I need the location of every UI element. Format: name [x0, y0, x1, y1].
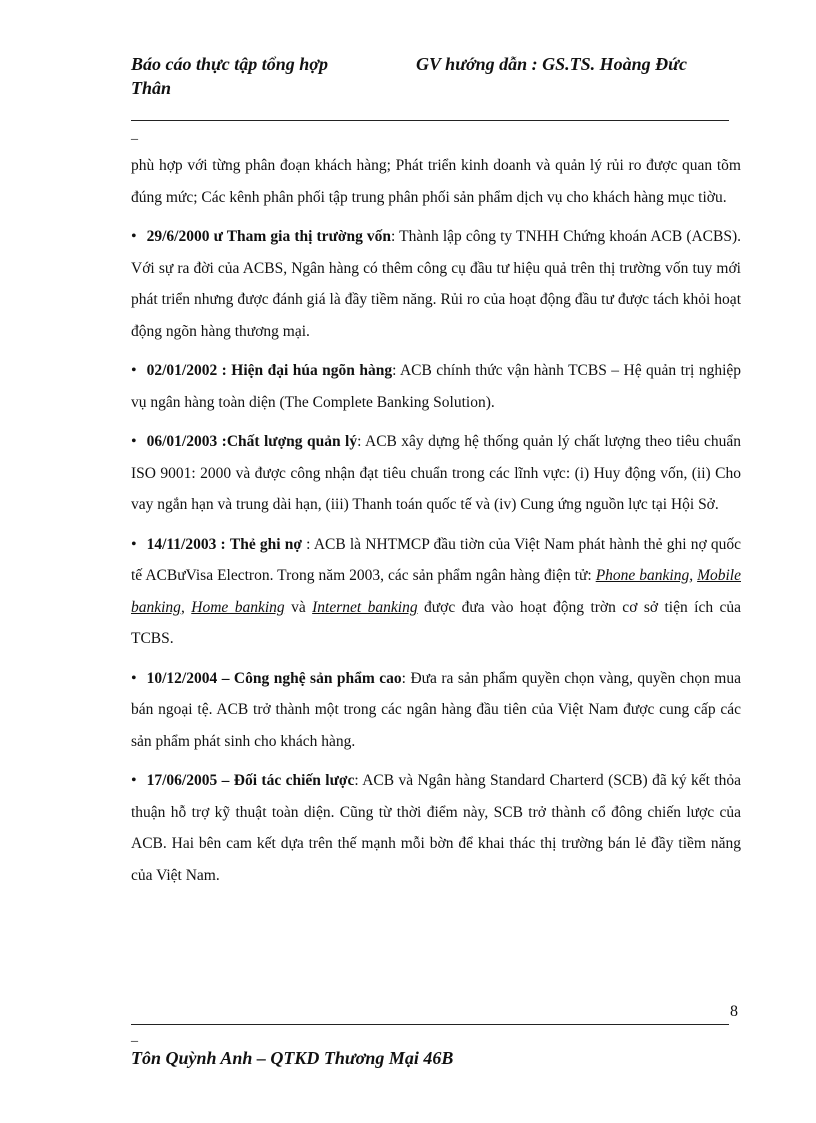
- list-item: [131, 663, 741, 758]
- item-date: 06/01/2003 :: [146, 433, 227, 450]
- list-item: • 14/11/2003 : Thẻ ghi nợ : ACB là NHTMCP đầu tiờn của Việt Nam phát hành thẻ ghi nợ quốc tế ACBưVisa Electron. Trong năm 2003, các sản phẩm ngân hàng điện tử: Phone banking, Mobile banking, Home banking và Internet banking được đưa vào hoạt động trờn cơ sở tiện ích của TCBS.: [131, 529, 741, 655]
- footer-rule: [131, 1024, 729, 1025]
- footer-rule-tail: _: [131, 1029, 138, 1044]
- intro-paragraph: phù hợp với từng phân đoạn khách hàng; Phát triển kinh doanh và quản lý rủi ro được quan tõm đúng mức; Các kênh phân phối tập trung phân phối sản phẩm dịch vụ cho khách hàng mục tiờu.: [131, 157, 741, 206]
- item-text: : Đưa ra sản phẩm quyền chọn vàng, quyền chọn mua bán ngoại tệ. ACB trở thành một trong các ngân hàng đầu tiên của Việt Nam được cung cấp các sản phẩm phát sinh cho khách hàng.: [131, 669, 741, 750]
- item-heading: Công nghệ sản phẩm cao: [233, 669, 402, 687]
- report-title: Báo cáo thực tập tổng hợp: [131, 54, 328, 74]
- item-date: 02/01/2002 :: [146, 362, 227, 379]
- page-number: 8: [730, 1003, 738, 1020]
- home-banking-link[interactable]: Home banking: [191, 598, 285, 616]
- item-heading: Thẻ ghi nợ: [229, 535, 302, 553]
- item-conjunction: và: [284, 598, 313, 616]
- item-date: 17/06/2005 –: [146, 772, 230, 789]
- list-item: [131, 765, 741, 891]
- item-text: : ACB xây dựng hệ thống quản lý chất lượng theo tiêu chuẩn ISO 9001: 2000 và được công nhận đạt tiêu chuẩn trong các lĩnh vực: (i) Huy động vốn, (ii) Cho vay ngắn hạn và trung dài hạn, (iii) Thanh toán quốc tế và (iv) Cung ứng nguồn lực tại Hội Sở.: [131, 433, 741, 513]
- item-text: : ACB và Ngân hàng Standard Charterd (SCB) đã ký kết thỏa thuận hỗ trợ kỹ thuật toàn diện. Cũng từ thời điểm này, SCB trở thành cổ đông chiến lược của ACB. Hai bên cam kết dựa trên thế mạnh mỗi bờn để khai thác thị trường bán lẻ đầy tiềm năng của Việt Nam.: [131, 772, 741, 884]
- phone-banking-link[interactable]: Phone banking: [595, 567, 690, 584]
- item-date: 14/11/2003 :: [146, 535, 226, 553]
- footer-author: Tôn Quỳnh Anh – QTKD Thương Mại 46B: [131, 1048, 454, 1068]
- item-text-end: được đưa vào hoạt động trờn cơ sở tiện ích của TCBS.: [131, 598, 742, 647]
- item-date: 10/12/2004 –: [146, 669, 230, 687]
- supervisor-label: GV hướng dẫn : GS.TS. Hoàng Đức: [416, 54, 687, 74]
- item-heading: Đối tác chiến lược: [233, 772, 355, 789]
- mobile-banking-link[interactable]: Mobile banking: [131, 567, 741, 616]
- supervisor-label-cont: Thân: [131, 78, 172, 98]
- list-item: [131, 221, 741, 347]
- item-date: 29/6/2000: [146, 228, 210, 245]
- item-heading: Chất lượng quản lý: [226, 433, 358, 450]
- list-item: [131, 355, 741, 418]
- page-body: [131, 150, 741, 899]
- header-rule: [131, 120, 729, 121]
- header-rule-tail: _: [131, 127, 138, 142]
- list-item: [131, 426, 741, 521]
- item-heading: Hiện đại húa ngõn hàng: [231, 362, 393, 379]
- item-text: : ACB chính thức vận hành TCBS – Hệ quản trị nghiệp vụ ngân hàng toàn diện (The Complete Banking Solution).: [131, 362, 741, 411]
- item-text: : ACB là NHTMCP đầu tiờn của Việt Nam phát hành thẻ ghi nợ quốc tế ACBưVisa Electron. Trong năm 2003, các sản phẩm ngân hàng điện tử:: [131, 535, 742, 584]
- internet-banking-link[interactable]: Internet banking: [312, 598, 418, 616]
- item-text: : Thành lập công ty TNHH Chứng khoán ACB (ACBS). Với sự ra đời của ACBS, Ngân hàng có thêm công cụ đầu tư hiệu quả trên thị trường vốn tuy mới phát triển nhưng được đánh giá là đầy tiềm năng. Rủi ro của hoạt động đầu tư được tách khỏi hoạt động ngõn hàng thương mại.: [131, 228, 742, 340]
- item-heading: ư Tham gia thị trường vốn: [213, 228, 392, 245]
